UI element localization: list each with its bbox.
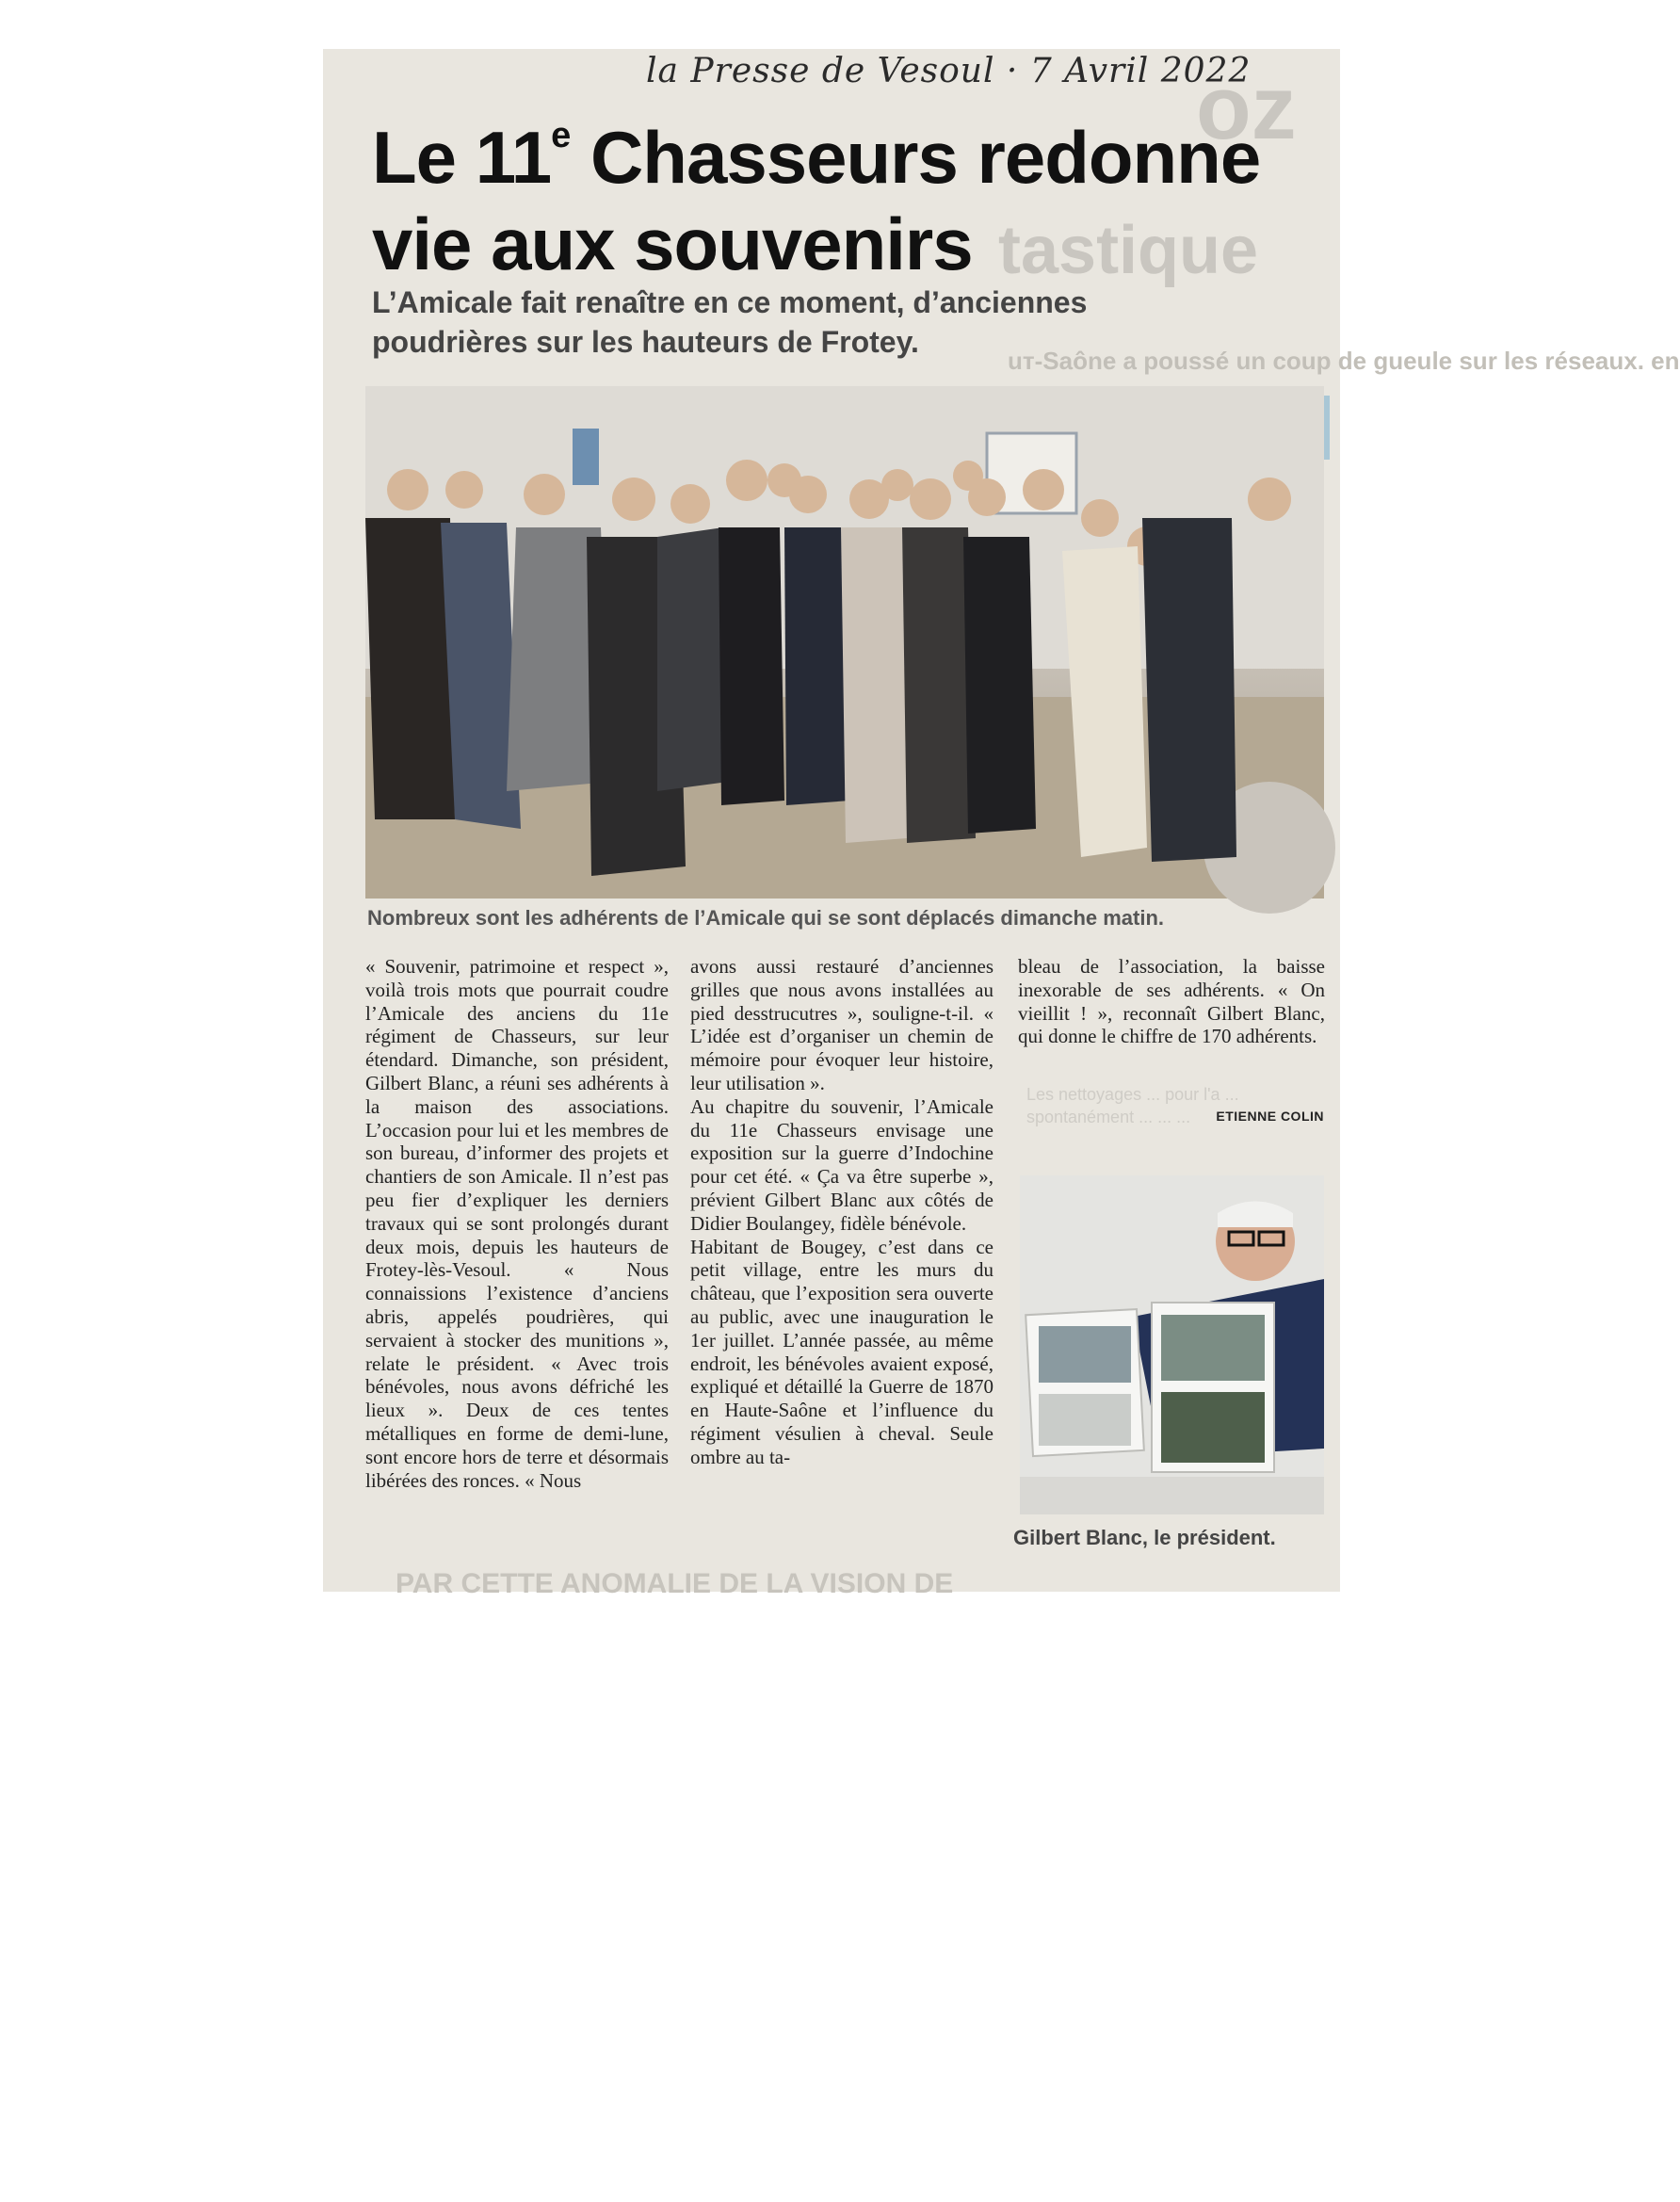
portrait-caption: Gilbert Blanc, le président.: [1013, 1526, 1276, 1549]
bleed-through-lede: uт-Saône a poussé un coup de gueule sur les réseaux. en: [1008, 347, 1680, 375]
bleed-through-title-2: tastique: [998, 213, 1259, 288]
article-paragraph: avons aussi restauré d’anciennes grilles que nous avons installées au pied desstrucutres », souligne-t-il. « L’idée est d’organiser un chemin de mémoire pour évoquer leur histoire, leur utilisation ».: [690, 955, 993, 1094]
headline: [372, 92, 1276, 287]
headline-line2: vie aux souvenirs: [372, 202, 973, 285]
lede: L’Amicale fait renaître en ce moment, d’anciennes poudrières sur les hauteurs de Frotey.: [372, 285, 1088, 359]
portrait-photo-illustration: [1020, 1175, 1324, 1514]
photo-caption: Nombreux sont les adhérents de l’Amicale qui se sont déplacés dimanche matin.: [367, 906, 1165, 930]
handwritten-source-note: la Presse de Vesoul · 7 Avril 2022: [646, 52, 1252, 90]
article-paragraph: bleau de l’association, la baisse inexorable de ses adhérents. « On vieillit ! », reconnaît Gilbert Blanc, qui donne le chiffre de 170 adhérents.: [1018, 955, 1325, 1048]
article-paragraph: Au chapitre du souvenir, l’Amicale du 11e Chasseurs envisage une exposition sur la guerre d’Indochine pour cet été. « Ça va être superbe », prévient Gilbert Blanc aux côtés de Didier Boulangey, fidèle bénévole.: [690, 1094, 993, 1235]
article-column-3: [1018, 955, 1325, 1048]
bleed-through-column: Les nettoyages ... pour l'a ... spontanément ... ... ...: [1026, 1085, 1239, 1126]
bleed-through-title: oz: [1196, 57, 1297, 158]
byline: ETIENNE COLIN: [1216, 1109, 1324, 1124]
portrait-photo: [1020, 1175, 1324, 1514]
article-column-1: [365, 955, 669, 1492]
headline-part1: Le 11: [372, 116, 552, 199]
headline-part2: Chasseurs redonne: [571, 116, 1261, 199]
article-column-2: [690, 955, 993, 1469]
group-photo: [365, 386, 1324, 899]
article-paragraph: « Souvenir, patrimoine et respect », voilà trois mots que pourrait coudre l’Amicale des anciens du 11e régiment de Chasseurs, sur leur étendard. Dimanche, son président, Gilbert Blanc, a réuni ses adhérents à la maison des associations. L’occasion pour lui et les membres de son bureau, d’informer des projets et chantiers de son Amicale. Il n’est pas peu fier d’expliquer les derniers travaux qui se sont prolongés durant deux mois, depuis les hauteurs de Frotey-lès-Vesoul. « Nous connaissions l’existence d’anciens abris, appelés poudrières, qui servaient à stocker des munitions », relate le président. « Avec trois bénévoles, nous avons défriché les lieux ». Deux de ces tentes métalliques en forme de demi-lune, sont encore hors de terre et désormais libérées des ronces. « Nous: [365, 955, 669, 1492]
group-photo-illustration: [365, 386, 1324, 899]
article-paragraph: Habitant de Bougey, c’est dans ce petit village, entre les murs du château, que l’exposition sera ouverte au public, avec une inauguration le 1er juillet. L’année passée, au même endroit, les bénévoles avaient exposé, expliqué et détaillé la Guerre de 1870 en Haute-Saône et l’influence du régiment vésulien à cheval. Seule ombre au ta-: [690, 1235, 993, 1468]
headline-superscript: e: [551, 116, 572, 155]
bleed-through-footer: PAR CETTE ANOMALIE DE LA VISION DE: [396, 1568, 954, 1599]
